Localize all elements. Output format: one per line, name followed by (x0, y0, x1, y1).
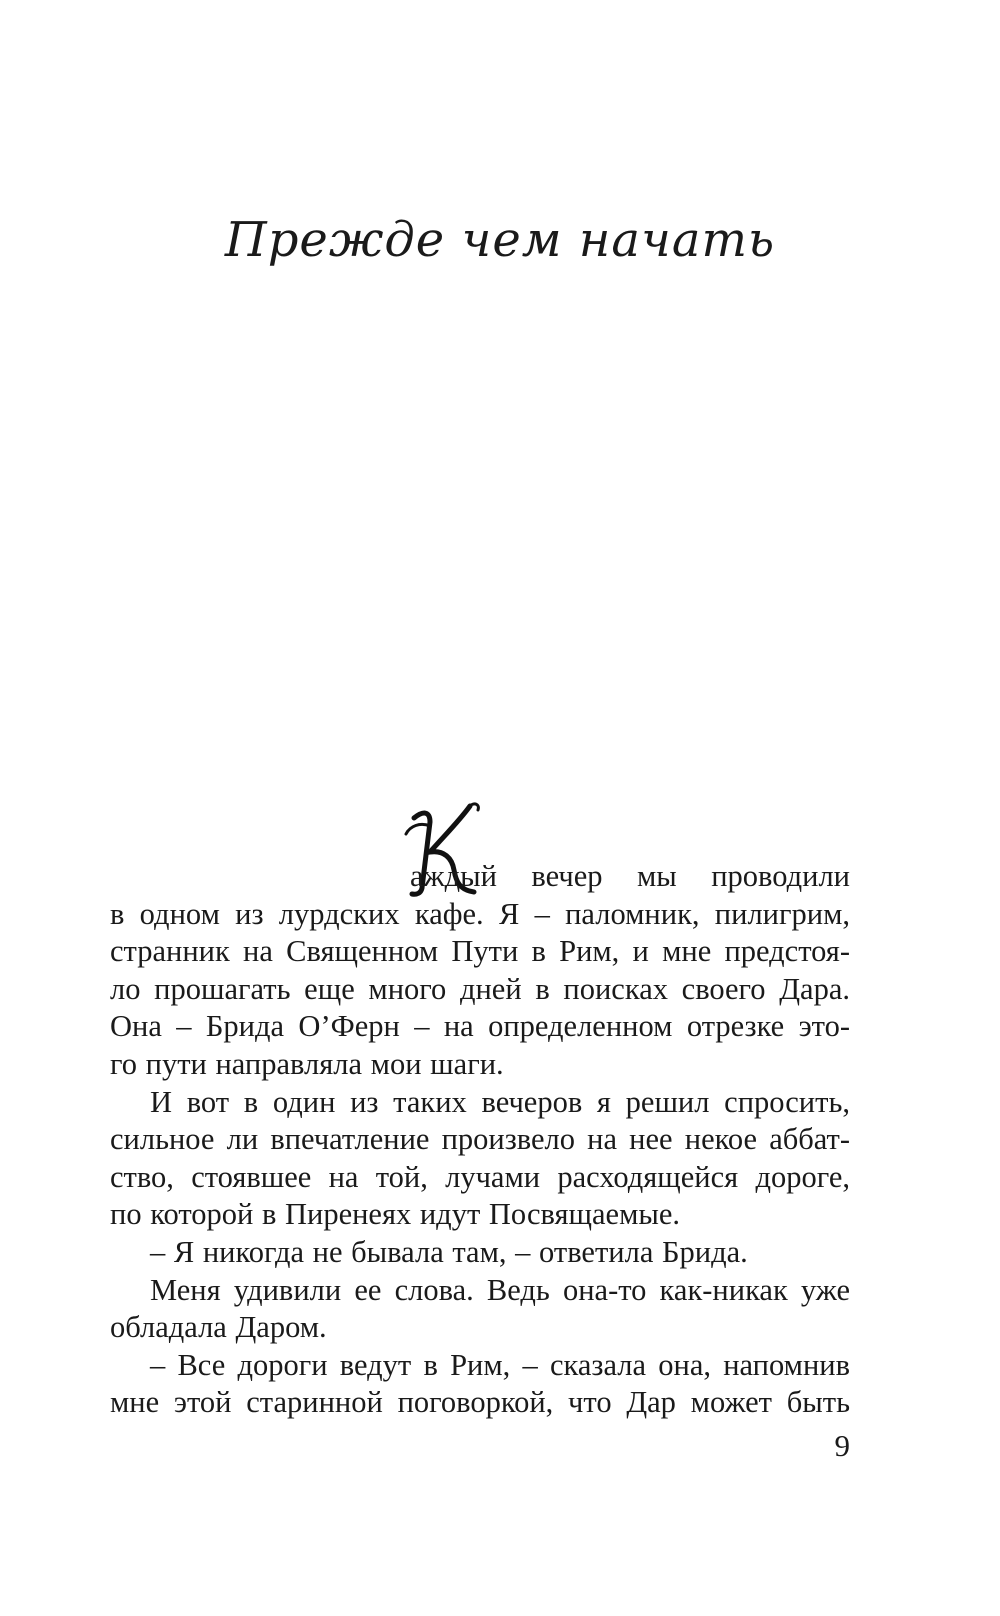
paragraph-2-line-4: по которой в Пиренеях идут Посвящаемые. (110, 1197, 681, 1232)
paragraph-1-line-3: странник на Священном Пути в Рим, и мне предстоя- (110, 934, 850, 969)
paragraph-1-line-4: ло прошагать еще много дней в поисках своего Дара. (110, 971, 850, 1006)
paragraph-1-line-2: в одном из лурдских кафе. Я – паломник, пилигрим, (110, 896, 850, 931)
paragraph-2-line-2: сильное ли впечатление произвело на нее некое аббат- (110, 1122, 850, 1157)
paragraph-1-line-5: Она – Брида О’Ферн – на определенном отрезке это- (110, 1009, 850, 1044)
paragraph-1-line-6: го пути направляла мои шаги. (110, 1046, 504, 1081)
paragraph-3-line-1: – Я никогда не бывала там, – ответила Брида. (150, 1234, 748, 1269)
page-number: 9 (834, 1428, 850, 1463)
body-text (110, 858, 850, 1422)
paragraph-2-line-3: ство, стоявшее на той, лучами расходящейся дороге, (110, 1159, 850, 1194)
paragraph-4-line-1: Меня удивили ее слова. Ведь она-то как-никак уже (150, 1272, 850, 1307)
paragraph-1-line-1: аждый вечер мы проводили (410, 859, 850, 893)
chapter-title: Прежде чем начать (224, 212, 776, 268)
paragraph-5-line-1: – Все дороги ведут в Рим, – сказала она, напомнив (150, 1347, 850, 1382)
paragraph-2-line-1: И вот в один из таких вечеров я решил спросить, (150, 1084, 850, 1119)
paragraph-5-line-2: мне этой старинной поговоркой, что Дар может быть (110, 1385, 850, 1420)
paragraph-4-line-2: обладала Даром. (110, 1310, 327, 1345)
